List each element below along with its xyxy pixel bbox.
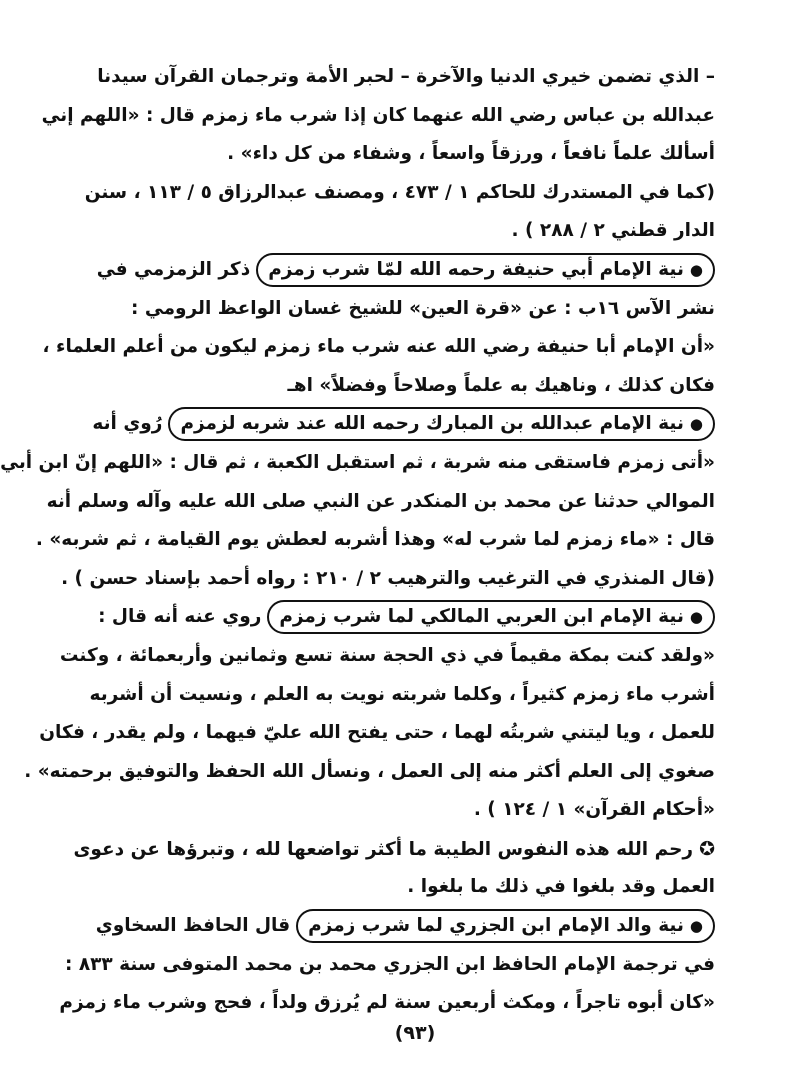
section-heading-line: ●نية والد الإمام ابن الجزري لما شرب زمزمقال الحافظ السخاوي (117, 907, 715, 946)
text-line: «أن الإمام أبا حنيفة رضي الله عنه شرب ماء زمزم ليكون من أعلم العلماء ، (42, 336, 715, 358)
bullet-icon: ● (689, 415, 703, 434)
text-line: (كما في المستدرك للحاكم ١ / ٤٧٣ ، ومصنف عبدالرزاق ٥ / ١١٣ ، سنن (84, 181, 715, 203)
text-line: (قال المنذري في الترغيب والترهيب ٢ / ٢١٠ : رواه أحمد بإسناد حسن ) . (61, 567, 715, 589)
section-heading-box: ●نية والد الإمام ابن الجزري لما شرب زمزم (296, 909, 715, 943)
bullet-icon: ● (689, 917, 703, 936)
star-icon: ✪ (699, 837, 715, 860)
text-line: في ترجمة الإمام الحافظ ابن الجزري محمد بن محمد المتوفى سنة ٨٣٣ : (64, 953, 715, 975)
section-heading-line: ●نية الإمام عبدالله بن المبارك رحمه الله عند شربه لزمزمرُوي أنه (117, 405, 715, 444)
text-line: أسألك علماً نافعاً ، ورزقاً واسعاً ، وشفاء من كل داء» . (227, 143, 715, 165)
text-line: الدار قطني ٢ / ٢٨٨ ) . (511, 220, 715, 242)
text-line: للعمل ، ويا ليتني شربتُه لهما ، حتى يفتح الله عليّ فيهما ، ولم يقدر ، فكان (39, 722, 715, 744)
section-heading-line: ●نية الإمام ابن العربي المالكي لما شرب زمزمروي عنه أنه قال : (117, 598, 715, 637)
text-line: قال : «ماء زمزم لما شرب له» وهذا أشربه لعطش يوم القيامة ، ثم شربه» . (35, 529, 715, 551)
bullet-icon: ● (689, 608, 703, 627)
bullet-icon: ● (689, 260, 703, 279)
text-line: العمل وقد بلغوا في ذلك ما بلغوا . (407, 876, 715, 898)
page-number: (٩٣) (394, 1022, 436, 1044)
text-line: نشر الآس ١٦ب : عن «قرة العين» للشيخ غسان الواعظ الرومي : (131, 297, 715, 319)
text-line: ✪رحم الله هذه النفوس الطيبة ما أكثر تواضعها لله ، وتبرؤها عن دعوى (117, 830, 715, 869)
text-line: صغوي إلى العلم أكثر منه إلى العمل ، ونسأل الله الحفظ والتوفيق برحمته» . (24, 760, 715, 782)
section-heading-box: ●نية الإمام عبدالله بن المبارك رحمه الله عند شربه لزمزم (168, 407, 715, 441)
text-line: «أحكام القرآن» ١ / ١٢٤ ) . (473, 799, 715, 821)
text-line: فكان كذلك ، وناهيك به علماً وصلاحاً وفضلاً» اهـ (287, 374, 715, 396)
text-line: الموالي حدثنا عن محمد بن المنكدر عن النبي صلى الله عليه وآله وسلم أنه (46, 490, 715, 512)
text-line: – الذي تضمن خيري الدنيا والآخرة – لحبر الأمة وترجمان القرآن سيدنا (97, 66, 715, 87)
text-line: «ولقد كنت بمكة مقيماً في ذي الحجة سنة تسع وثمانين وأربعمائة ، وكنت (59, 644, 715, 666)
section-heading-line: ●نية الإمام أبي حنيفة رحمه الله لمّا شرب زمزمذكر الزمزمي في (117, 251, 715, 290)
text-line: «كان أبوه تاجراً ، ومكث أربعين سنة لم يُرزق ولداً ، فحج وشرب ماء زمزم (59, 992, 715, 1014)
text-line: «أتى زمزم فاستقى منه شربة ، ثم استقبل الكعبة ، ثم قال : «اللهم إنّ ابن أبي (0, 451, 715, 473)
section-heading-box: ●نية الإمام أبي حنيفة رحمه الله لمّا شرب زمزم (256, 253, 715, 287)
section-heading-box: ●نية الإمام ابن العربي المالكي لما شرب زمزم (267, 600, 715, 634)
text-line: أشرب ماء زمزم كثيراً ، وكلما شربته نويت به العلم ، ونسيت أن أشربه (89, 683, 715, 705)
text-line: عبدالله بن عباس رضي الله عنهما كان إذا شرب ماء زمزم قال : «اللهم إني (41, 104, 715, 126)
